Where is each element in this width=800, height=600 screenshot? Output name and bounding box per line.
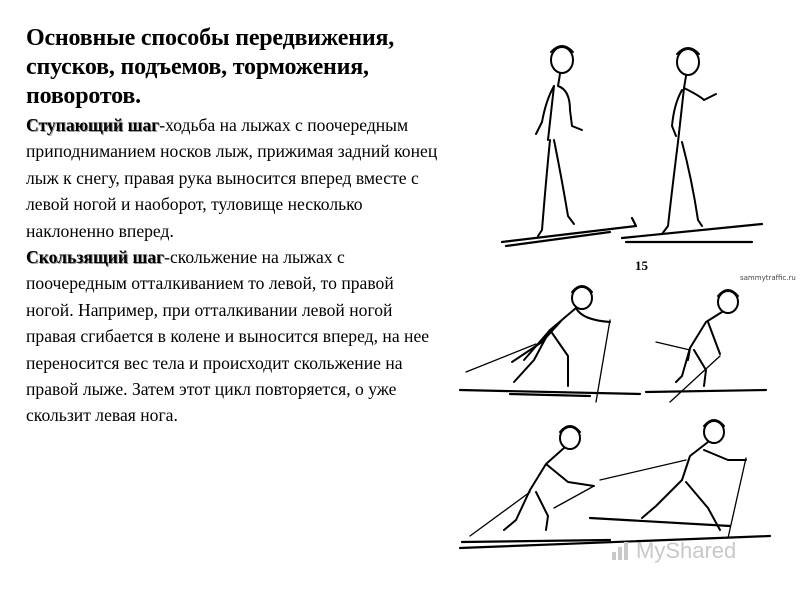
watermark-text: MyShared xyxy=(636,538,737,563)
text-column xyxy=(26,24,444,429)
figure-number: 15 xyxy=(635,258,648,273)
sliding-text: -скольжение на лыжах с поочередным отталкиванием то левой, то правой ногой. Например, при отталкивании левой ногой правая сгибается в колене и выносится вперед, на нее переносится вес тела и происходит скольжение на правой лыже. Затем этот цикл повторяется, о уже скользит левая нога. xyxy=(26,247,430,426)
stepping-term: Ступающий шаг xyxy=(26,115,160,135)
skier-sliding-2 xyxy=(646,290,766,402)
page-title: Основные способы передвижения, спусков, подъемов, торможения, поворотов. xyxy=(26,25,395,109)
site-tag: sammytraffic.ru xyxy=(740,274,796,282)
bar-chart-icon xyxy=(612,542,632,560)
sliding-term: Скользящий шаг xyxy=(26,247,165,268)
stepping-text: -ходьба на лыжах с поочередным приподниманием носков лыж, прижимая задний конец лыж к снегу, правая рука выносится вперед вместе с левой ногой и наоборот, туловище несколько наклоненно вперед. xyxy=(26,115,438,241)
stepping-paragraph xyxy=(26,112,444,244)
skier-walking-2 xyxy=(622,48,762,242)
myshared-watermark xyxy=(612,538,736,564)
skier-sliding-3 xyxy=(462,426,610,542)
skiing-illustrations xyxy=(450,30,800,600)
sliding-paragraph xyxy=(26,244,444,429)
skier-sliding-1 xyxy=(460,286,640,402)
skier-drawings xyxy=(450,30,800,600)
skier-walking-1 xyxy=(502,46,636,246)
